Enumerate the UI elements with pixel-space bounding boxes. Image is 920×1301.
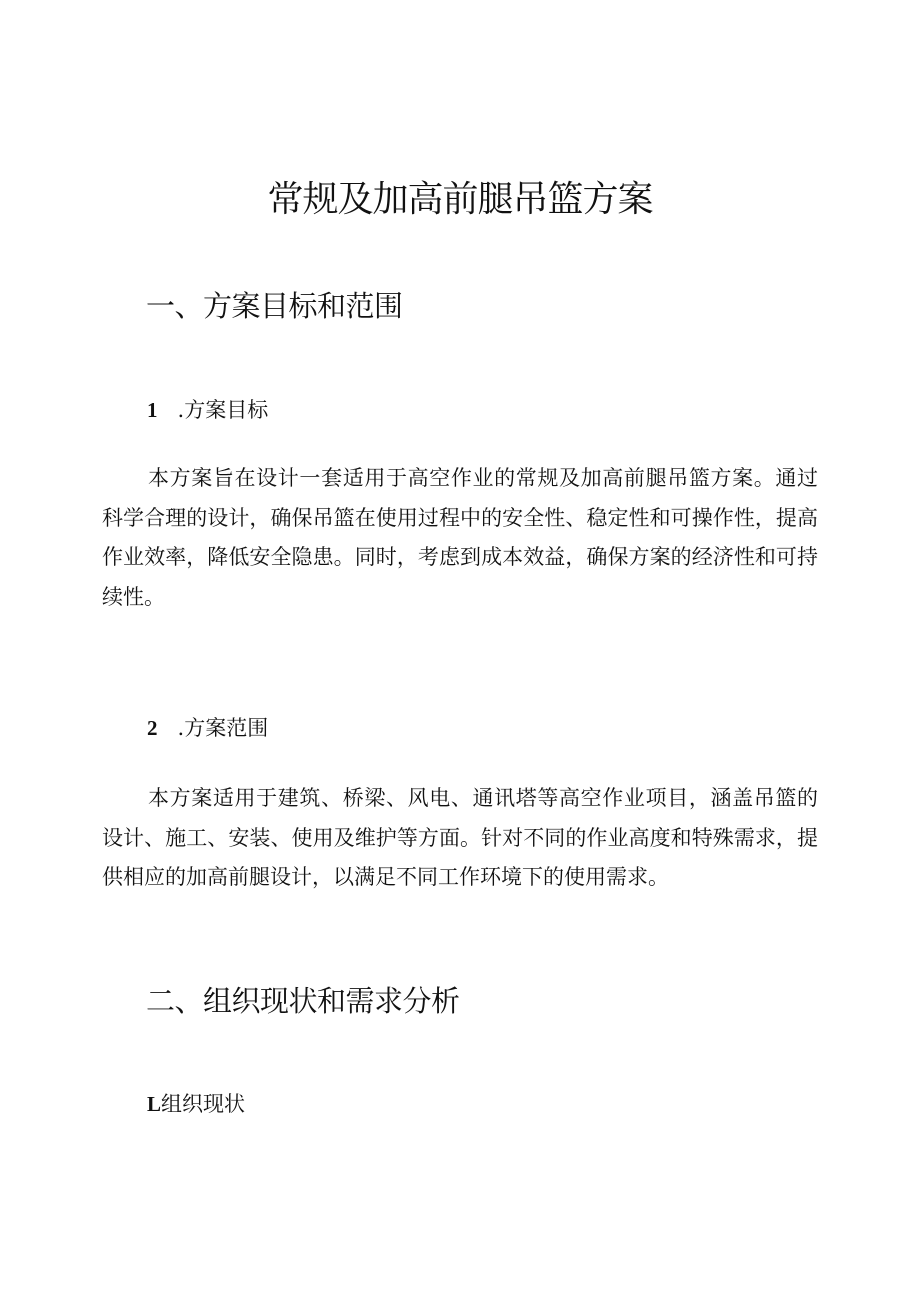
- subsection-title: .方案范围: [177, 716, 269, 740]
- paragraph-scope: 本方案适用于建筑、桥梁、风电、通讯塔等高空作业项目，涵盖吊篮的设计、施工、安装、使用及维护等方面。针对不同的作业高度和特殊需求，提供相应的加高前腿设计，以满足不同工作环境下的使用需求。: [102, 786, 818, 890]
- subsection-heading-2-1: [147, 1089, 245, 1119]
- subsection-title: .方案目标: [177, 398, 269, 422]
- subsection-number: L: [147, 1092, 162, 1116]
- subsection-number: 1: [147, 398, 158, 422]
- paragraph-goal: 本方案旨在设计一套适用于高空作业的常规及加高前腿吊篮方案。通过科学合理的设计，确保吊篮在使用过程中的安全性、稳定性和可操作性，提高作业效率，降低安全隐患。同时，考虑到成本效益，确保方案的经济性和可持续性。: [102, 466, 818, 609]
- section-heading-1: 一、方案目标和范围: [146, 289, 403, 323]
- subsection-heading-1-2: [147, 713, 268, 743]
- subsection-number: 2: [147, 716, 158, 740]
- subsection-heading-1-1: [147, 395, 268, 425]
- document-title: 常规及加高前腿吊篮方案: [267, 179, 653, 220]
- section-heading-2: 二、组织现状和需求分析: [146, 984, 460, 1018]
- subsection-title: 组织现状: [161, 1092, 246, 1116]
